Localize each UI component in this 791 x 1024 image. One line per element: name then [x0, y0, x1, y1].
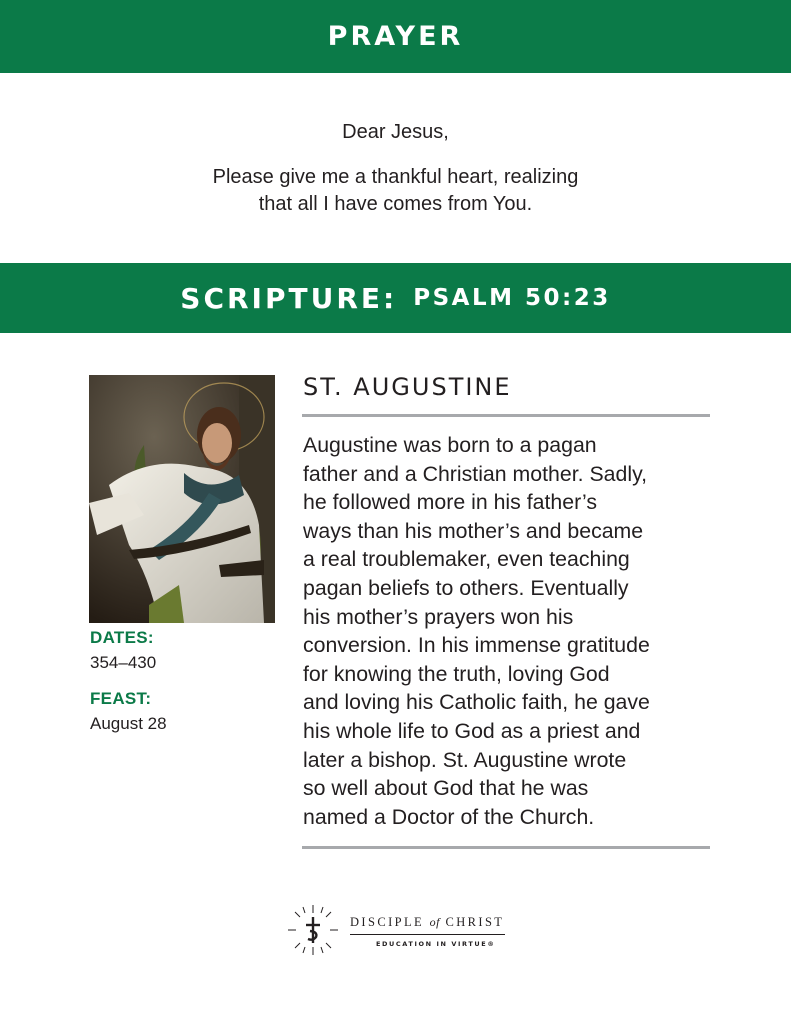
saint-portrait	[89, 375, 275, 623]
dates-value: 354–430	[90, 653, 157, 672]
logo-tagline: EDUCATION IN VIRTUE®	[376, 940, 496, 948]
saint-biography	[303, 431, 718, 831]
scripture-label: SCRIPTURE:	[180, 281, 398, 315]
dates-label: DATES:	[90, 628, 154, 647]
prayer-line: Please give me a thankful heart, realizing	[212, 166, 579, 188]
divider-bottom	[302, 846, 710, 849]
bio-line: for knowing the truth, loving God	[303, 661, 610, 686]
prayer-greeting: Dear Jesus,	[342, 121, 449, 143]
bio-line: his mother’s prayers won his	[303, 604, 574, 629]
disciple-of-christ-logo	[286, 903, 511, 959]
bio-line: pagan beliefs to others. Eventually	[303, 575, 629, 600]
feast-label: FEAST:	[90, 689, 152, 708]
bio-line: ways than his mother’s and became	[303, 518, 644, 543]
cross-sunburst-icon	[286, 903, 340, 957]
bio-line: and loving his Catholic faith, he gave	[303, 690, 650, 715]
bio-line: father and a Christian mother. Sadly,	[303, 461, 648, 486]
bio-line: later a bishop. St. Augustine wrote	[303, 747, 627, 772]
saint-name: ST. AUGUSTINE	[303, 373, 512, 401]
logo-title-of: of	[429, 915, 440, 929]
bio-line: a real troublemaker, even teaching	[303, 547, 630, 572]
logo-title-part2: CHRIST	[445, 915, 505, 929]
prayer-body	[0, 164, 791, 218]
logo-title-part1: DISCIPLE	[350, 915, 425, 929]
feast-value: August 28	[90, 714, 167, 733]
bio-line: so well about God that he was	[303, 776, 589, 801]
prayer-heading-text: PRAYER	[327, 21, 464, 52]
divider-top	[302, 414, 710, 417]
scripture-heading	[0, 263, 791, 333]
bio-line: his whole life to God as a priest and	[303, 718, 641, 743]
prayer-line: that all I have comes from You.	[258, 193, 533, 215]
bio-line: conversion. In his immense gratitude	[303, 633, 650, 658]
bio-line: named a Doctor of the Church.	[303, 804, 595, 829]
scripture-reference: PSALM 50:23	[413, 285, 611, 311]
saint-portrait-painting	[89, 375, 275, 623]
logo-divider	[350, 934, 505, 935]
bio-line: Augustine was born to a pagan	[303, 433, 597, 457]
logo-title	[350, 915, 504, 930]
prayer-heading	[0, 0, 791, 73]
bio-line: he followed more in his father’s	[303, 490, 597, 515]
